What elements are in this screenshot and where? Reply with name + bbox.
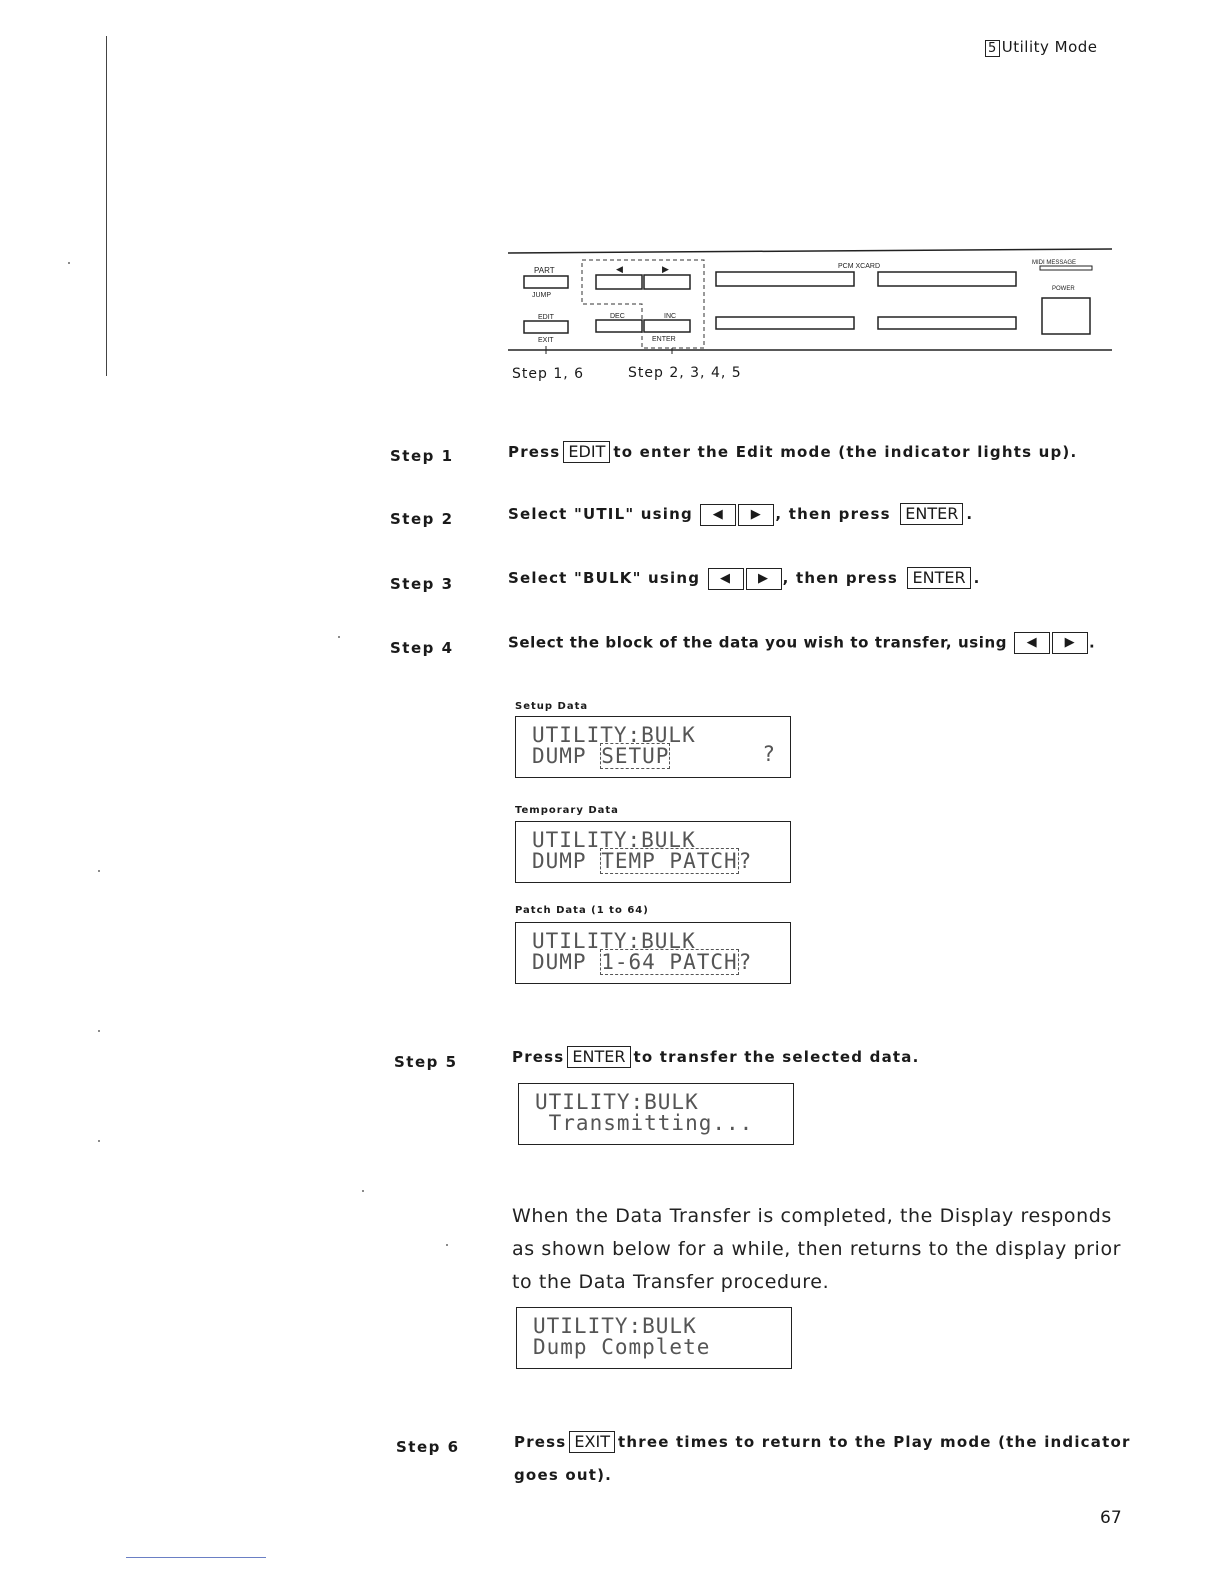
right-arrow-key: ▶	[738, 504, 774, 526]
panel-caption-right: Step 2, 3, 4, 5	[628, 365, 742, 381]
jump-label: JUMP	[532, 292, 552, 299]
patch-data-label: Patch Data (1 to 64)	[515, 905, 649, 916]
step-2-text: Select "UTIL" using ◀ ▶ , then press ENTER .	[508, 503, 973, 526]
midi-indicator	[1040, 266, 1092, 270]
card-slot	[878, 317, 1016, 329]
enter-key: ENTER	[900, 503, 963, 525]
edit-label: EDIT	[538, 314, 554, 321]
inc-label: INC	[664, 313, 677, 320]
setup-data-label: Setup Data	[515, 701, 589, 712]
enter-label: ENTER	[652, 336, 676, 343]
part-jump-button	[524, 276, 568, 288]
left-arrow-key: ◀	[708, 568, 744, 590]
exit-key: EXIT	[569, 1431, 615, 1453]
right-cursor-button	[644, 275, 690, 289]
front-panel-diagram	[508, 244, 1114, 354]
scan-dot	[98, 1140, 100, 1142]
left-cursor-button	[596, 275, 642, 289]
scan-dot	[98, 870, 100, 872]
lcd-display-temp: UTILITY:BULK DUMP TEMP PATCH?	[515, 821, 791, 883]
inc-button	[644, 320, 690, 332]
step-6-text-line2: goes out).	[514, 1466, 613, 1484]
step-1-label: Step 1	[390, 447, 454, 465]
card-slot	[716, 272, 854, 286]
footer-rule	[126, 1557, 266, 1558]
lcd-display-setup: UTILITY:BULK DUMP SETUP ?	[515, 716, 791, 778]
page-number: 67	[1100, 1508, 1122, 1528]
power-button	[1042, 298, 1090, 334]
dec-button	[596, 320, 642, 332]
highlighted-option: SETUP	[601, 744, 670, 768]
section-title: Utility Mode	[1001, 38, 1098, 56]
highlighted-option: 1-64 PATCH	[601, 950, 738, 974]
edit-key: EDIT	[563, 441, 610, 463]
right-arrow-key: ▶	[1052, 632, 1088, 654]
step-2-label: Step 2	[390, 510, 454, 528]
lcd-display-patch: UTILITY:BULK DUMP 1-64 PATCH?	[515, 922, 791, 984]
scan-dot	[98, 1030, 100, 1032]
step-4-label: Step 4	[390, 639, 454, 657]
highlighted-option: TEMP PATCH	[601, 849, 738, 873]
step-3-label: Step 3	[390, 575, 454, 593]
enter-key: ENTER	[567, 1046, 630, 1068]
step-6-text: Press EXIT three times to return to the Play mode (the indicator	[514, 1432, 1131, 1451]
power-label: POWER	[1052, 286, 1075, 292]
step-3-text: Select "BULK" using ◀ ▶ , then press ENTER .	[508, 567, 980, 590]
margin-rule	[106, 36, 107, 376]
section-number: 5	[985, 40, 1000, 57]
scan-dot	[362, 1190, 364, 1192]
step-1-text: Press EDIT to enter the Edit mode (the indicator lights up).	[508, 442, 1078, 461]
panel-caption-left: Step 1, 6	[512, 366, 585, 382]
left-arrow-label: ◀	[616, 265, 623, 275]
card-slot	[716, 317, 854, 329]
exit-label: EXIT	[538, 337, 554, 344]
step-5-label: Step 5	[394, 1053, 458, 1071]
scan-dot	[68, 262, 70, 264]
right-arrow-label: ▶	[662, 265, 669, 275]
temporary-data-label: Temporary Data	[515, 805, 619, 816]
left-arrow-key: ◀	[1014, 632, 1050, 654]
step-6-label: Step 6	[396, 1438, 460, 1456]
edit-exit-button	[524, 321, 568, 333]
lcd-display-complete: UTILITY:BULK Dump Complete	[516, 1307, 792, 1369]
step-4-text: Select the block of the data you wish to transfer, using ◀ ▶ .	[508, 632, 1095, 654]
completion-paragraph: When the Data Transfer is completed, the Display responds as shown below for a while, then returns to the display prior to the Data Transfer procedure.	[512, 1205, 1122, 1293]
midi-message-label: MIDI MESSAGE	[1032, 260, 1077, 266]
part-label: PART	[534, 266, 555, 275]
page-header	[985, 38, 1098, 57]
scan-dot	[446, 1244, 448, 1246]
right-arrow-key: ▶	[746, 568, 782, 590]
pcm-card-label: PCM XCARD	[838, 263, 881, 270]
lcd-display-transmitting: UTILITY:BULK Transmitting...	[518, 1083, 794, 1145]
step-5-text: Press ENTER to transfer the selected data.	[512, 1047, 920, 1066]
card-slot	[878, 272, 1016, 286]
left-arrow-key: ◀	[700, 504, 736, 526]
enter-key: ENTER	[907, 567, 970, 589]
dec-label: DEC	[610, 313, 625, 320]
scan-dot	[338, 636, 340, 638]
